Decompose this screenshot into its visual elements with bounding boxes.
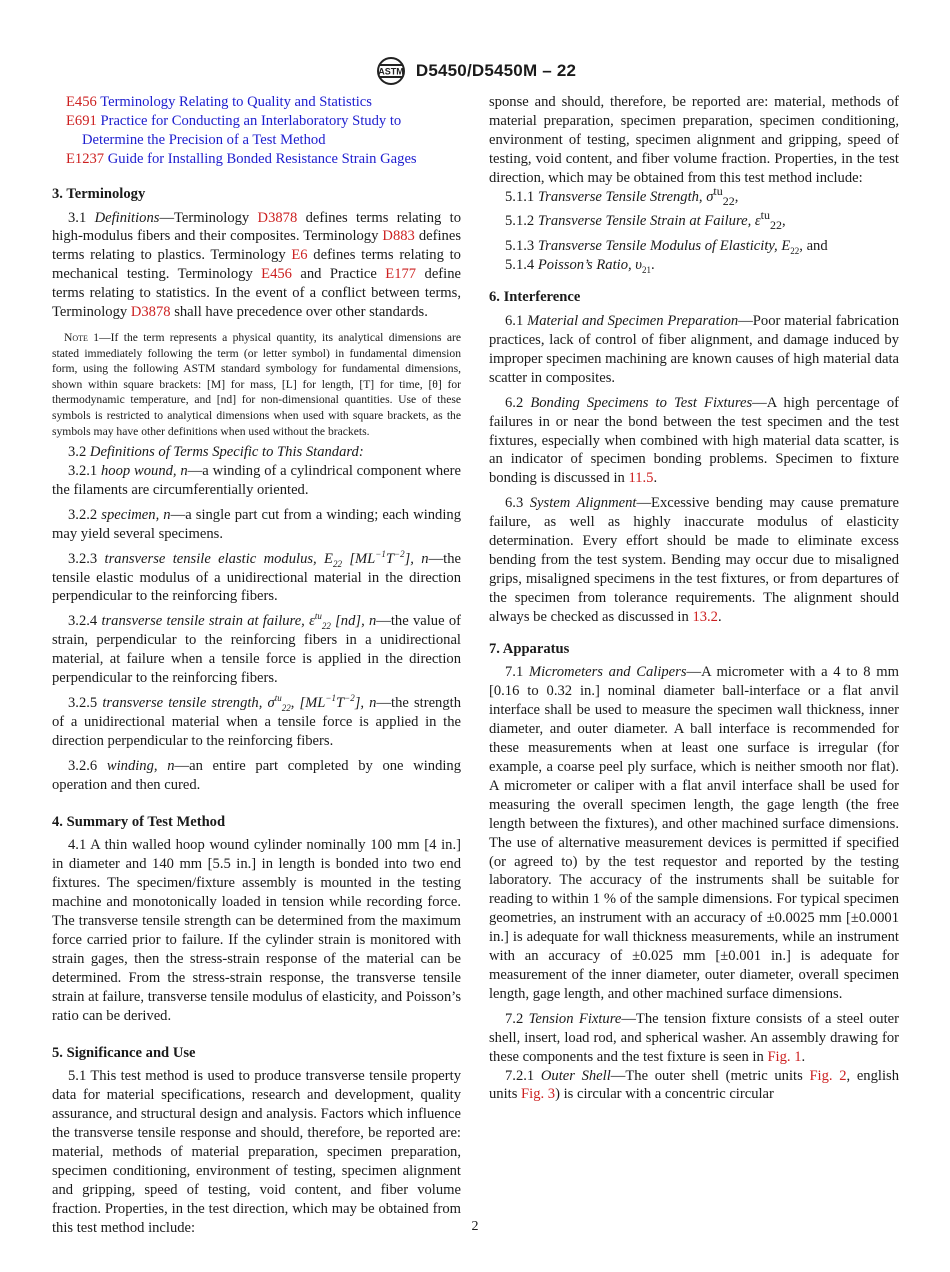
ref-title: Terminology Relating to Quality and Statistics	[100, 94, 372, 110]
paragraph-3-2-5: 3.2.5 transverse tensile strength, $\sigma^{tu}_{22}$, $[ML^{-1}T^{-2}]$, n—the strength of a unidirectional material when a tensile force is applied in the direction perpendicular to the reinforcing fibers.	[52, 693, 462, 749]
reference-e1237	[52, 150, 461, 169]
paragraph-3-2-6: 3.2.6 winding, n—an entire part completed by one winding operation and then cured.	[52, 757, 462, 793]
section-heading: 3. Terminology	[52, 185, 146, 202]
paragraph-5-1-3: 5.1.3 Transverse Tensile Modulus of Elasticity, $E_{22}$, and	[505, 238, 828, 257]
link-d883[interactable]: D883	[382, 228, 415, 245]
link-e456[interactable]: E456	[261, 266, 292, 283]
link-fig-3[interactable]: Fig. 3	[521, 1086, 556, 1103]
paragraph-3-1: 3.1 Definitions—Terminology D3878 defines terms relating to high-modulus fibers and their composites. Terminology D883 defines terms relating to plastics. Terminology E6 defines terms relating to mechanical testing. Terminology E456 and Practice E177 define terms relating to statistics. In the event of a conflict between terms, Terminology D3878 shall have precedence over other standards.	[52, 209, 461, 321]
link-fig-2[interactable]: Fig. 2	[809, 1067, 847, 1084]
link-fig-1[interactable]: Fig. 1	[767, 1048, 802, 1065]
paragraph-5-1-1: 5.1.1 Transverse Tensile Strength, $\sigma^{tu}_{22}$,	[505, 183, 739, 208]
paragraph-3-2: 3.2 Definitions of Terms Specific to This Standard:	[68, 444, 364, 461]
ref-title: Practice for Conducting an Interlaboratory Study to Determine the Precision of a Test Method	[82, 112, 402, 148]
link-e177[interactable]: E177	[385, 266, 417, 283]
paragraph-3-2-2: 3.2.2 specimen, n—a single part cut from a winding; each winding may yield several specimens.	[52, 506, 461, 542]
paragraph-5-1-4: 5.1.4 Poisson’s Ratio, $\upsilon_{21}$.	[505, 257, 655, 276]
reference-e691	[52, 112, 461, 150]
paragraph-3-2-3: 3.2.3 transverse tensile elastic modulus, $E_{22}$ $[ML^{-1}T^{-2}]$, n—the tensile elastic modulus of a unidirectional material in the direction perpendicular to the reinforcing fibers.	[52, 548, 461, 605]
link-d3878[interactable]: D3878	[130, 304, 171, 321]
paragraph-7-1: 7.1 Micrometers and Calipers—A micrometer with a 4 to 8 mm [0.16 to 0.32 in.] nominal diameter ball-interface or a flat anvil interface shall be used to measure the specimen wall thickness, inner diameter, and outer diameter. A ball interface is recommended for these measurements when at least one surface is irregular (for example, a coarse peel ply surface, which is neither smooth nor flat). A micrometer or caliper with a flat anvil interface shall be used for measuring the overall specimen length, the gage length (the free length between the fixtures), and other machined surface dimensions. The use of alternative measurement devices is permitted if specified (or agreed to) by the test requestor and reported by the testing laboratory. The accuracy of the instruments shall be suitable for reading to within 1 % of the sample dimensions. For typical specimen geometries, an instrument with an accuracy of ±0.0025 mm [±0.0001 in.] is adequate for wall thickness measurements, while an instrument with an accuracy of ±0.025 mm [±0.001 in.] is adequate for measurement of the inner diameter, outer diameter, overall specimen length, gage length, and other machined surface dimensions.	[489, 664, 899, 1002]
left-column	[52, 93, 462, 1236]
paragraph-7-2: 7.2 Tension Fixture—The tension fixture consists of a steel outer shell, insert, load rod, and spherical washer. An assembly drawing for these components and the test fixture is seen in Fig. 1.	[489, 1010, 899, 1065]
paragraph-6-2: 6.2 Bonding Specimens to Test Fixtures—A high percentage of failures in or near the bond between the test specimen and the test fixtures, especially when combined with high material data scatter, is an indicator of specimen bonding problems. Specimen to fixture bonding is discussed in 11.5.	[489, 394, 899, 487]
paragraph-4-1: 4.1 A thin walled hoop wound cylinder nominally 100 mm [4 in.] in diameter and 140 mm [5.5 in.] in length is bonded into two end fixtures. The specimen/fixture assembly is mounted in the testing machine and monotonically loaded in tension while recording force. The transverse tensile strength can be determined from the maximum force carried prior to failure. If the cylinder strain is monitored with strain gages, then the stress-strain response of the material can be determined. From the stress-strain response, the transverse tensile strain at failure, transverse tensile modulus of elasticity, and Poisson’s ratio can be derived.	[52, 837, 461, 1024]
paragraph-5-1-2: 5.1.2 Transverse Tensile Strain at Failure, $\varepsilon^{tu}_{22}$,	[505, 208, 786, 233]
page-header	[0, 56, 950, 86]
ref-code-link[interactable]: E691	[66, 112, 97, 129]
svg-text:ASTM: ASTM	[378, 66, 404, 77]
ref-code-link[interactable]: E456	[66, 94, 97, 110]
right-column	[489, 93, 899, 1104]
section-heading: 6. Interference	[489, 289, 581, 306]
paragraph-5-1: 5.1 This test method is used to produce transverse tensile property data for material specifications, research and development, quality assurance, and structural design and analysis. Factors which influence the transverse tensile response and should, therefore, be reported are: material, methods of material preparation, specimen preparation, specimen conditioning, environment of testing, specimen alignment and gripping, speed of testing, void content, and fiber volume fraction. Properties, in the test direction, which may be obtained from this test method include:	[52, 1068, 461, 1236]
section-heading: 5. Significance and Use	[52, 1044, 196, 1061]
link-13-2[interactable]: 13.2	[692, 608, 718, 625]
section-heading: 7. Apparatus	[489, 640, 570, 657]
ref-code-link[interactable]: E1237	[66, 150, 105, 167]
astm-logo-icon	[374, 56, 408, 86]
link-e6[interactable]: E6	[291, 247, 308, 264]
paragraph-3-2-4: 3.2.4 transverse tensile strain at failure, $\varepsilon^{tu}_{22}$ [nd], n—the value of strain, perpendicular to the reinforcing fibers in a unidirectional material, at failure when a tensile force is applied in the direction perpendicular to the reinforcing fibers.	[52, 611, 461, 687]
paragraph-6-1: 6.1 Material and Specimen Preparation—Poor material fabrication practices, lack of control of fiber alignment, and damage induced by improper specimen machining are known causes of high material data scatter in composites.	[489, 313, 899, 386]
link-d3878[interactable]: D3878	[257, 209, 298, 226]
document-designation: D5450/D5450M – 22	[415, 61, 577, 80]
page-number: 2	[471, 1219, 479, 1234]
section-heading: 4. Summary of Test Method	[52, 813, 226, 830]
reference-e456	[52, 93, 461, 112]
link-11-5[interactable]: 11.5	[628, 470, 654, 487]
paragraph-6-3: 6.3 System Alignment—Excessive bending may cause premature failure, as well as highly inaccurate modulus of elasticity determination. Every effort should be made to eliminate excess bending from the test system. Bending may occur due to misaligned grips, misaligned specimens in the test fixtures, or from departures of the specimen from tolerance requirements. The alignment should always be checked as discussed in 13.2.	[489, 495, 899, 625]
paragraph-3-2-1: 3.2.1 hoop wound, n—a winding of a cylindrical component where the filaments are circumferentially oriented.	[52, 463, 461, 498]
note-1: Note 1—If the term represents a physical quantity, its analytical dimensions are stated immediately following the term (or letter symbol) in fundamental dimension form, using the following ASTM standard symbology for fundamental dimensions, shown within square brackets: [M] for mass, [L] for length, [T] for time, [θ] for thermodynamic temperature, and [nd] for non-dimensional quantities. Use of these symbols is restricted to analytical dimensions when used with square brackets, as the symbols may have other definitions when used without the brackets.	[52, 330, 461, 438]
ref-title: Guide for Installing Bonded Resistance Strain Gages	[107, 150, 417, 167]
paragraph-5-1-continued: sponse and should, therefore, be reported are: material, methods of material preparation, specimen preparation, specimen conditioning, environment of testing, specimen alignment and gripping, speed of testing, void content, and fiber volume fraction. Properties, in the test direction, which may be obtained from this test method include:	[489, 94, 899, 186]
paragraph-7-2-1: 7.2.1 Outer Shell—The outer shell (metric units Fig. 2, english units Fig. 3) is circular with a concentric circular	[489, 1067, 899, 1103]
